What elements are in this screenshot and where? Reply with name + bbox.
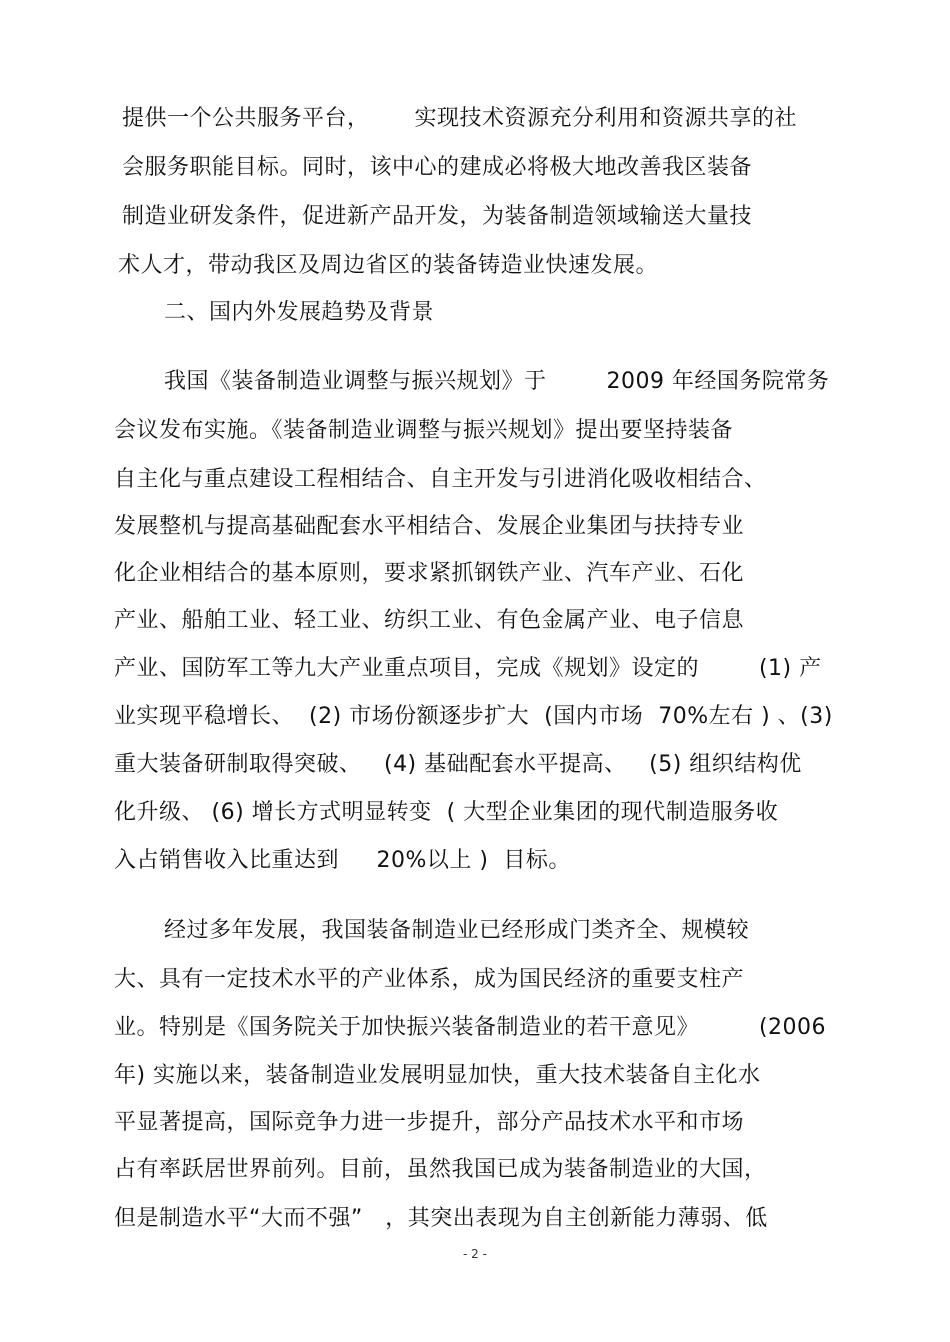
text-line: 占有率跃居世界前列。目前，虽然我国已成为装备制造业的大国， [114,1157,767,1182]
text-line: 提供一个公共服务平台， 实现技术资源充分利用和资源共享的社 [122,106,797,131]
text-line: 业。特别是《国务院关于加快振兴装备制造业的若干意见》 (2006 [114,1015,827,1040]
text-line: 会服务职能目标。同时，该中心的建成必将极大地改善我区装备 [122,155,753,180]
text-line: 业实现平稳增长、 (2) 市场份额逐步扩大 (国内市场 70%左右 ) 、(3) [114,704,833,729]
text-line: 化升级、 (6) 增长方式明显转变 ( 大型企业集团的现代制造服务收 [114,800,779,825]
text-line: 大、具有一定技术水平的产业体系，成为国民经济的重要支柱产 [114,967,745,992]
text-line: 年) 实施以来，装备制造业发展明显加快，重大技术装备自主化水 [114,1063,761,1088]
text-line: 产业、国防军工等九大产业重点项目，完成《规划》设定的 (1) 产 [114,656,822,681]
text-line: 但是制造水平“大而不强” ，其突出表现为自主创新能力薄弱、低 [114,1206,768,1231]
text-line: 平显著提高，国际竞争力进一步提升，部分产品技术水平和市场 [114,1110,745,1135]
text-line: 术人才，带动我区及周边省区的装备铸造业快速发展。 [118,253,659,278]
text-line: 化企业相结合的基本原则，要求紧抓钢铁产业、汽车产业、石化 [114,561,745,586]
text-line: 会议发布实施。《装备制造业调整与振兴规划》提出要坚持装备 [114,418,734,443]
text-line: 产业、船舶工业、轻工业、纺织工业、有色金属产业、电子信息 [114,608,745,633]
section-heading: 二、国内外发展趋势及背景 [164,300,435,325]
text-line: 自主化与重点建设工程相结合、自主开发与引进消化吸收相结合、 [114,467,767,492]
page-number: - 2 - [463,1247,487,1261]
text-line: 制造业研发条件，促进新产品开发，为装备制造领域输送大量技 [122,204,753,229]
text-line: 入占销售收入比重达到 20%以上 ) 目标。 [114,848,571,873]
text-line: 经过多年发展，我国装备制造业已经形成门类齐全、规模较 [164,918,750,943]
text-line: 发展整机与提高基础配套水平相结合、发展企业集团与扶持专业 [114,514,745,539]
text-line: 我国《装备制造业调整与振兴规划》于 2009 年经国务院常务 [164,369,830,394]
text-line: 重大装备研制取得突破、 (4) 基础配套水平提高、 (5) 组织结构优 [114,752,802,777]
